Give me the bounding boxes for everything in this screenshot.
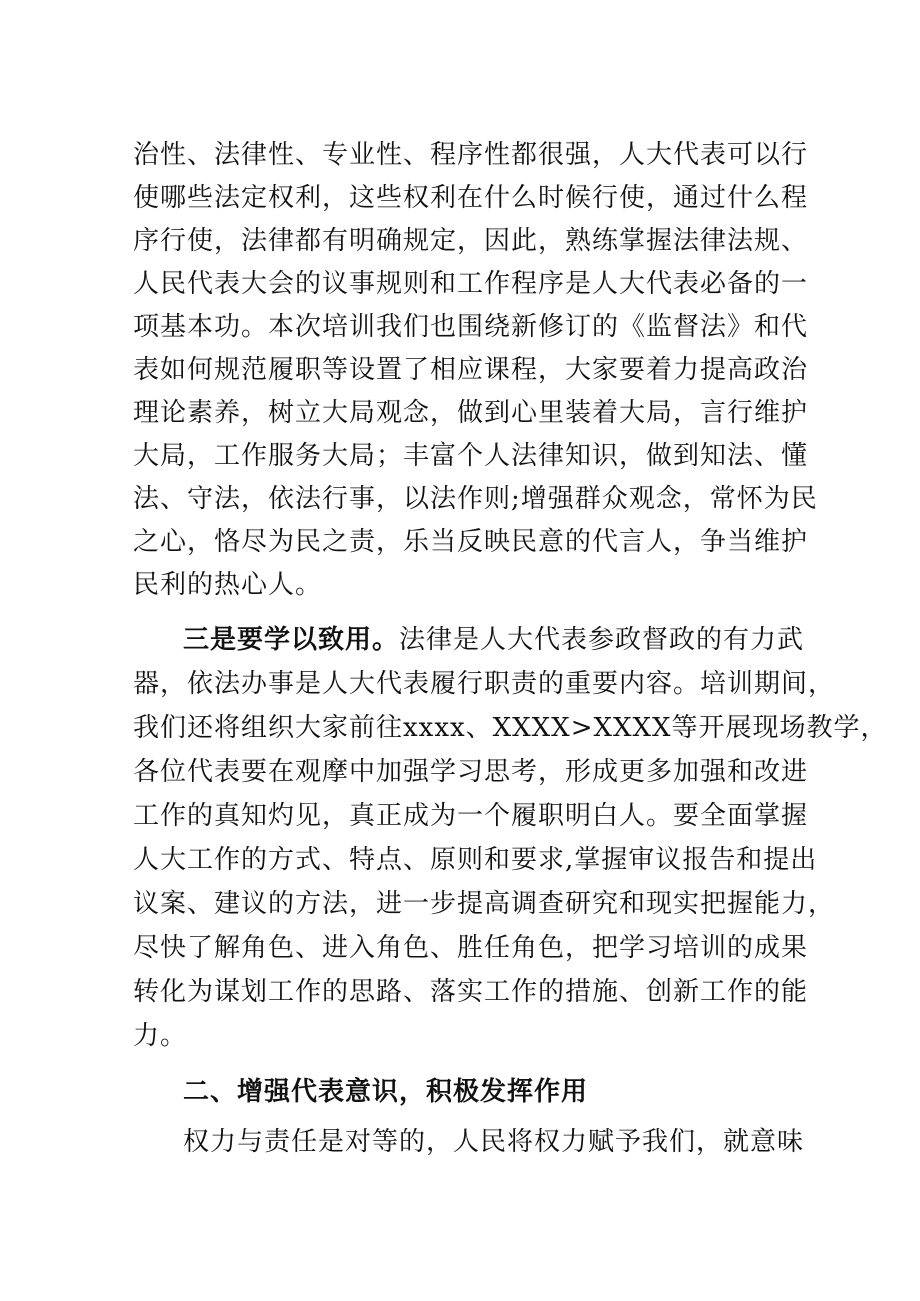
paragraph-line: 我们还将组织大家前往xxxx、XXXX>XXXX等开展现场教学， [133, 713, 888, 743]
paragraph-line: 使哪些法定权利，这些权利在什么时候行使，通过什么程 [133, 183, 809, 213]
paragraph-line: 之心，恪尽为民之责，乐当反映民意的代言人，争当维护 [133, 527, 809, 557]
paragraph-line: 序行使，法律都有明确规定，因此，熟练掌握法律法规、 [133, 226, 809, 256]
paragraph-line: 表如何规范履职等设置了相应课程，大家要着力提高政治 [133, 355, 809, 385]
paragraph-line: 项基本功。本次培训我们也围绕新修订的《监督法》和代 [133, 312, 809, 342]
paragraph-first-line: 权力与责任是对等的，人民将权力赋予我们，就意味 [183, 1127, 805, 1157]
paragraph-line: 理论素养，树立大局观念，做到心里装着大局，言行维护 [133, 398, 809, 428]
paragraph-lead: 三是要学以致用。 [183, 625, 400, 655]
section-heading: 二、增强代表意识，积极发挥作用 [183, 1077, 589, 1107]
paragraph-lead-rest: 法律是人大代表参政督政的有力武 [399, 625, 805, 655]
paragraph-line: 议案、建议的方法，进一步提高调查研究和现实把握能力， [133, 889, 836, 919]
paragraph-line: 人民代表大会的议事规则和工作程序是人大代表必备的一 [133, 269, 809, 299]
paragraph-line: 大局，工作服务大局；丰富个人法律知识，做到知法、懂 [133, 441, 809, 471]
paragraph-line: 力。 [133, 1021, 188, 1051]
paragraph-line: 器，依法办事是人大代表履行职责的重要内容。培训期间， [133, 669, 836, 699]
paragraph-line: 治性、法律性、专业性、程序性都很强，人大代表可以行 [133, 140, 809, 170]
paragraph-line: 尽快了解角色、进入角色、胜任角色，把学习培训的成果 [133, 933, 809, 963]
paragraph-line: 民利的热心人。 [133, 570, 323, 600]
paragraph-line: 各位代表要在观摩中加强学习思考，形成更多加强和改进 [133, 757, 809, 787]
paragraph-line: 法、守法，依法行事，以法作则;增强群众观念，常怀为民 [133, 484, 818, 514]
paragraph-line: 人大工作的方式、特点、原则和要求,掌握审议报告和提出 [133, 845, 818, 875]
paragraph-line: 转化为谋划工作的思路、落实工作的措施、创新工作的能 [133, 977, 809, 1007]
paragraph-first-line [183, 622, 813, 658]
paragraph-line: 工作的真知灼见，真正成为一个履职明白人。要全面掌握 [133, 801, 809, 831]
